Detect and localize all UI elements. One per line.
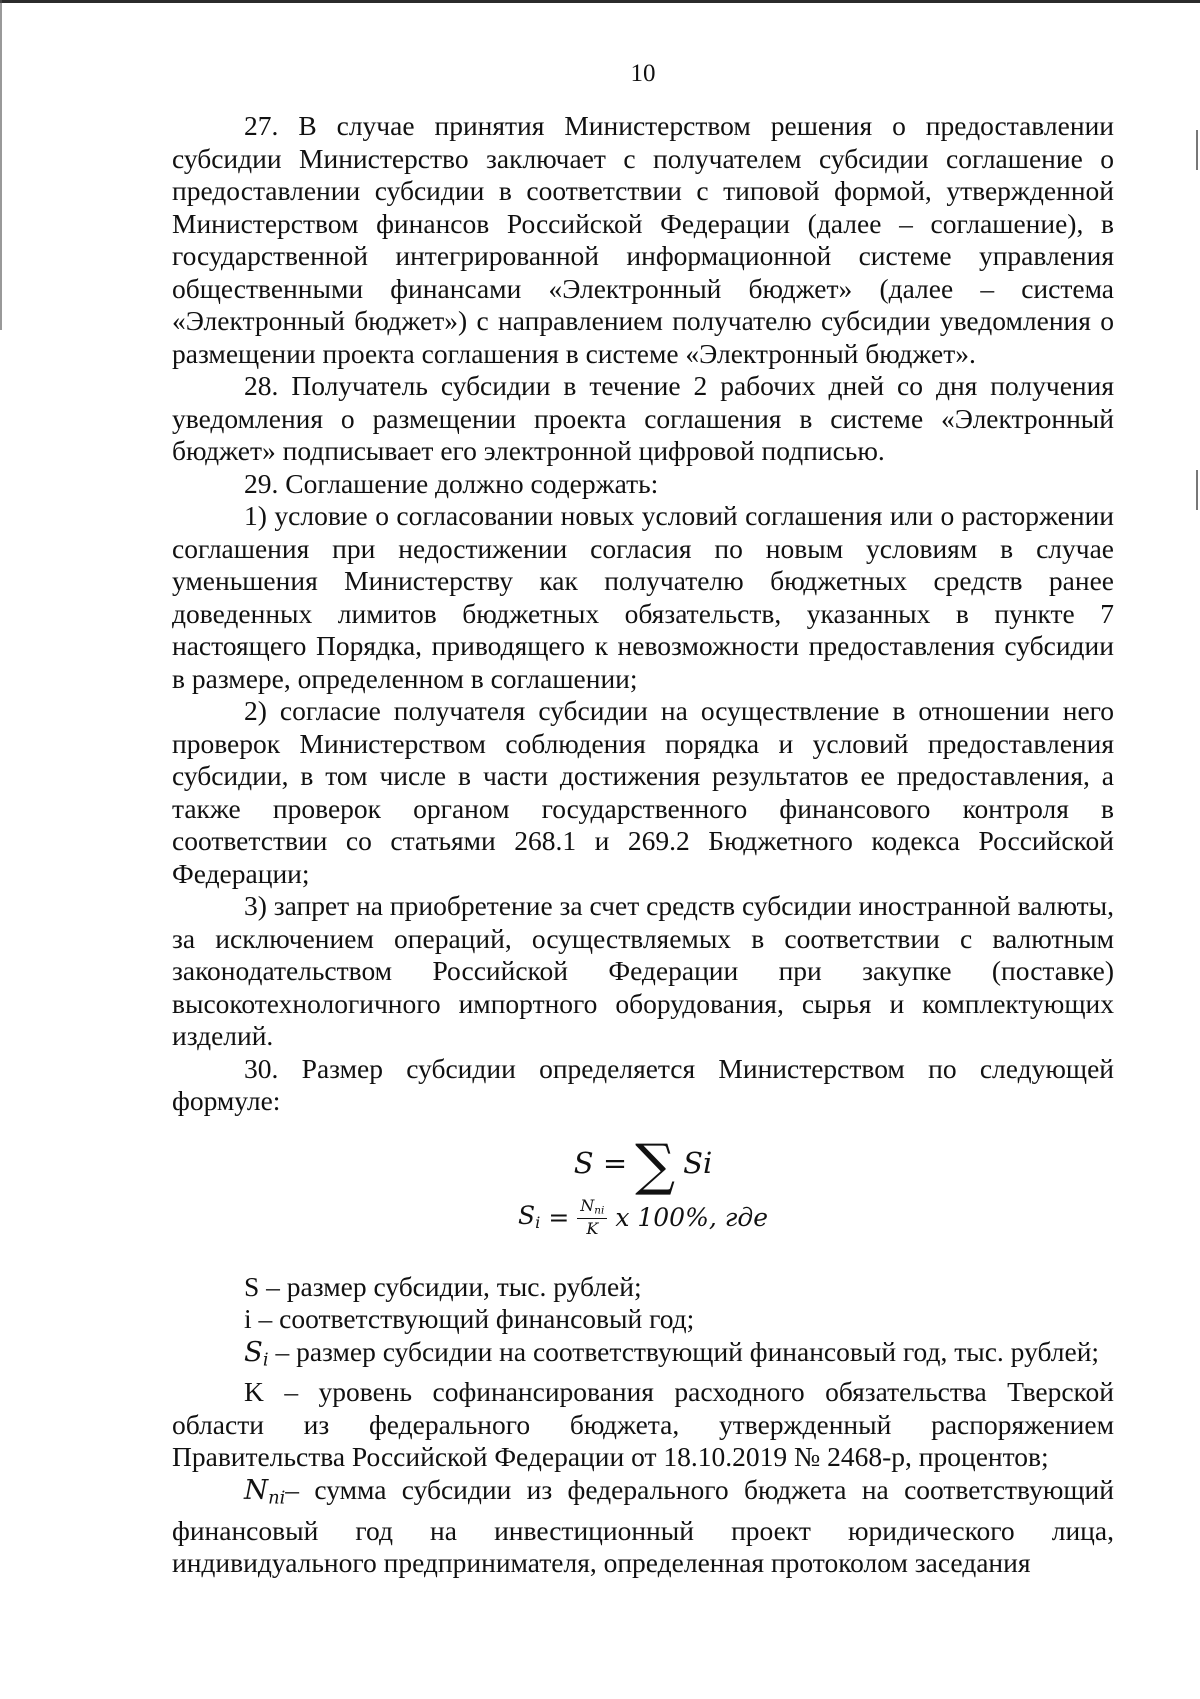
formula-si-line	[172, 1195, 1114, 1238]
definition-i: i – соответствующий финансовый год;	[244, 1303, 695, 1334]
paragraph-29: 29. Соглашение должно содержать:	[244, 467, 659, 499]
definition-si: $S_i$ – размер субсидии на соответствующий финансовый год, тыс. рублей;	[244, 1335, 1100, 1370]
formula-fraction	[577, 1195, 607, 1238]
formula-sum-left: S =	[573, 1146, 628, 1180]
document-page	[172, 60, 1114, 1580]
formula-sum-right: Si	[683, 1146, 713, 1180]
paragraph-30: 30. Размер субсидии определяется Министерством по следующей формуле:	[172, 1052, 1114, 1116]
definition-k: K – уровень софинансирования расходного обязательства Тверской области из федерального бюджета, утвержденный распоряжением Правительства Российской Федерации от 18.10.2019 № 2468-р, процентов;	[172, 1376, 1114, 1473]
subsidy-formula	[172, 1134, 1114, 1237]
paragraph-29-item-1: 1) условие о согласовании новых условий соглашения или о расторжении соглашения при недостижении согласия по новым условиям в случае уменьшения Министерству как получателю бюджетных средств ранее доведенных лимитов бюджетных обязательств, указанных в пункте 7 настоящего Порядка, приводящего к невозможности предоставления субсидии в размере, определенном в соглашении;	[172, 500, 1114, 694]
definition-s: S – размер субсидии, тыс. рублей;	[244, 1270, 642, 1302]
paragraph-27: 27. В случае принятия Министерством решения о предоставлении субсидии Министерство заключает с получателем субсидии соглашение о предоставлении субсидии в соответствии с типовой формой, утвержденной Министерством финансов Российской Федерации (далее – соглашение), в государственной интегрированной информационной системе управления общественными финансами «Электронный бюджет» (далее – система «Электронный бюджет») с направлением получателю субсидии уведомления о размещении проекта соглашения в системе «Электронный бюджет».	[172, 110, 1114, 369]
page-number: 10	[630, 60, 656, 87]
fraction-denominator: K	[586, 1218, 599, 1238]
formula-sum-line	[172, 1132, 1114, 1198]
formula-si-symbol: $S_i$	[518, 1200, 541, 1232]
formula-multiplier: x 100%, где	[615, 1202, 768, 1232]
scan-right-mark	[1196, 470, 1198, 510]
definition-nni: $N_{ni}-$ сумма субсидии из федерального бюджета на соответствующий финансовый год на инвестиционный проект юридического лица, индивидуального предпринимателя, определенная протоколом заседания	[172, 1473, 1114, 1579]
paragraph-29-item-2: 2) согласие получателя субсидии на осуществление в отношении него проверок Министерством соблюдения порядка и условий предоставления субсидии, в том числе в части достижения результатов ее предоставления, а также проверок органом государственного финансового контроля в соответствии со статьями 268.1 и 269.2 Бюджетного кодекса Российской Федерации;	[172, 695, 1114, 889]
scan-right-mark	[1196, 130, 1198, 170]
scan-left-edge	[0, 0, 2, 330]
scan-top-edge	[0, 0, 1200, 3]
fraction-numerator: $N_{ni}$	[577, 1198, 607, 1219]
paragraph-28: 28. Получатель субсидии в течение 2 рабочих дней со дня получения уведомления о размещении проекта соглашения в системе «Электронный бюджет» подписывает его электронной цифровой подписью.	[172, 370, 1114, 466]
paragraph-29-item-3: 3) запрет на приобретение за счет средств субсидии иностранной валюты, за исключением операций, осуществляемых в соответствии с валютным законодательством Российской Федерации при закупке (поставке) высокотехнологичного импортного оборудования, сырья и комплектующих изделий.	[172, 890, 1114, 1051]
sigma-symbol: ∑	[635, 1132, 676, 1198]
formula-equals: =	[548, 1202, 570, 1232]
